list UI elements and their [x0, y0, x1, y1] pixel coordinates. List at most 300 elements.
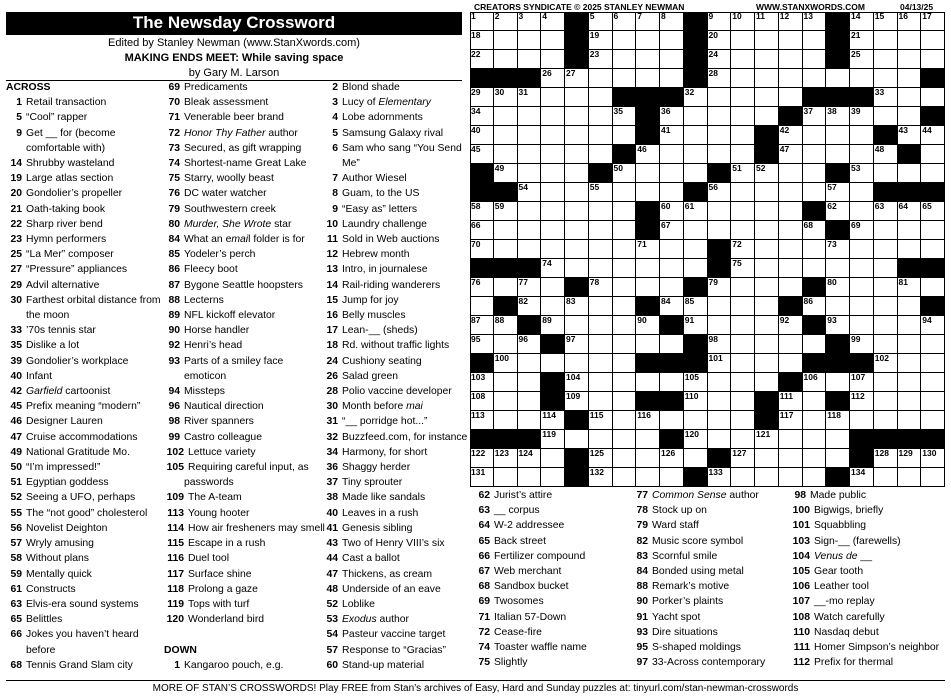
grid-cell[interactable] [636, 449, 660, 468]
grid-cell[interactable] [898, 449, 922, 468]
grid-cell[interactable] [660, 449, 684, 468]
grid-cell[interactable] [684, 297, 708, 316]
grid-cell[interactable] [494, 411, 518, 430]
grid-cell[interactable] [874, 202, 898, 221]
grid-cell[interactable] [731, 259, 755, 278]
grid-cell[interactable] [898, 468, 922, 487]
grid-cell[interactable] [541, 31, 565, 50]
grid-cell[interactable] [731, 126, 755, 145]
grid-cell[interactable] [850, 50, 874, 69]
grid-cell[interactable] [921, 164, 945, 183]
grid-cell[interactable] [518, 50, 542, 69]
grid-cell[interactable] [518, 392, 542, 411]
grid-cell[interactable] [518, 240, 542, 259]
grid-cell[interactable] [660, 468, 684, 487]
grid-cell[interactable] [874, 392, 898, 411]
grid-cell[interactable] [826, 449, 850, 468]
grid-cell[interactable] [779, 354, 803, 373]
grid-cell[interactable] [755, 202, 779, 221]
grid-cell[interactable] [779, 12, 803, 31]
grid-cell[interactable] [541, 88, 565, 107]
grid-cell[interactable] [494, 88, 518, 107]
grid-cell[interactable] [565, 354, 589, 373]
grid-cell[interactable] [731, 88, 755, 107]
grid-cell[interactable] [589, 221, 613, 240]
grid-cell[interactable] [826, 145, 850, 164]
grid-cell[interactable] [494, 126, 518, 145]
grid-cell[interactable] [898, 202, 922, 221]
grid-cell[interactable] [518, 107, 542, 126]
grid-cell[interactable] [684, 240, 708, 259]
grid-cell[interactable] [613, 259, 637, 278]
grid-cell[interactable] [779, 278, 803, 297]
grid-cell[interactable] [898, 88, 922, 107]
grid-cell[interactable] [779, 449, 803, 468]
grid-cell[interactable] [684, 316, 708, 335]
grid-cell[interactable] [898, 392, 922, 411]
grid-cell[interactable] [565, 373, 589, 392]
grid-cell[interactable] [518, 88, 542, 107]
grid-cell[interactable] [898, 221, 922, 240]
grid-cell[interactable] [850, 259, 874, 278]
grid-cell[interactable] [755, 373, 779, 392]
grid-cell[interactable] [636, 468, 660, 487]
grid-cell[interactable] [803, 468, 827, 487]
grid-cell[interactable] [660, 335, 684, 354]
grid-cell[interactable] [731, 107, 755, 126]
grid-cell[interactable] [803, 430, 827, 449]
grid-cell[interactable] [613, 12, 637, 31]
grid-cell[interactable] [850, 183, 874, 202]
grid-cell[interactable] [874, 221, 898, 240]
grid-cell[interactable] [755, 259, 779, 278]
grid-cell[interactable] [826, 278, 850, 297]
grid-cell[interactable] [874, 316, 898, 335]
grid-cell[interactable] [731, 31, 755, 50]
grid-cell[interactable] [470, 392, 494, 411]
grid-cell[interactable] [518, 145, 542, 164]
grid-cell[interactable] [660, 221, 684, 240]
grid-cell[interactable] [779, 411, 803, 430]
grid-cell[interactable] [755, 31, 779, 50]
grid-cell[interactable] [541, 240, 565, 259]
grid-cell[interactable] [613, 278, 637, 297]
grid-cell[interactable] [755, 468, 779, 487]
grid-cell[interactable] [779, 31, 803, 50]
grid-cell[interactable] [803, 31, 827, 50]
grid-cell[interactable] [541, 221, 565, 240]
grid-cell[interactable] [850, 411, 874, 430]
grid-cell[interactable] [731, 468, 755, 487]
grid-cell[interactable] [731, 183, 755, 202]
grid-cell[interactable] [921, 335, 945, 354]
grid-cell[interactable] [636, 240, 660, 259]
grid-cell[interactable] [613, 164, 637, 183]
grid-cell[interactable] [636, 411, 660, 430]
grid-cell[interactable] [850, 126, 874, 145]
grid-cell[interactable] [731, 240, 755, 259]
grid-cell[interactable] [494, 164, 518, 183]
grid-cell[interactable] [755, 107, 779, 126]
grid-cell[interactable] [921, 126, 945, 145]
grid-cell[interactable] [708, 392, 732, 411]
grid-cell[interactable] [470, 297, 494, 316]
grid-cell[interactable] [708, 107, 732, 126]
grid-cell[interactable] [684, 126, 708, 145]
grid-cell[interactable] [874, 12, 898, 31]
grid-cell[interactable] [921, 202, 945, 221]
grid-cell[interactable] [494, 354, 518, 373]
grid-cell[interactable] [565, 88, 589, 107]
grid-cell[interactable] [874, 335, 898, 354]
grid-cell[interactable] [803, 145, 827, 164]
grid-cell[interactable] [565, 202, 589, 221]
grid-cell[interactable] [803, 164, 827, 183]
grid-cell[interactable] [850, 316, 874, 335]
grid-cell[interactable] [518, 373, 542, 392]
grid-cell[interactable] [708, 126, 732, 145]
grid-cell[interactable] [921, 468, 945, 487]
grid-cell[interactable] [803, 12, 827, 31]
grid-cell[interactable] [779, 126, 803, 145]
grid-cell[interactable] [613, 69, 637, 88]
grid-cell[interactable] [874, 354, 898, 373]
grid-cell[interactable] [470, 335, 494, 354]
grid-cell[interactable] [779, 430, 803, 449]
grid-cell[interactable] [470, 240, 494, 259]
grid-cell[interactable] [826, 202, 850, 221]
grid-cell[interactable] [589, 411, 613, 430]
grid-cell[interactable] [755, 69, 779, 88]
grid-cell[interactable] [470, 31, 494, 50]
grid-cell[interactable] [613, 31, 637, 50]
grid-cell[interactable] [541, 278, 565, 297]
grid-cell[interactable] [803, 183, 827, 202]
grid-cell[interactable] [541, 449, 565, 468]
grid-cell[interactable] [850, 31, 874, 50]
grid-cell[interactable] [803, 107, 827, 126]
grid-cell[interactable] [874, 88, 898, 107]
grid-cell[interactable] [470, 202, 494, 221]
grid-cell[interactable] [803, 449, 827, 468]
grid-cell[interactable] [470, 278, 494, 297]
grid-cell[interactable] [898, 335, 922, 354]
grid-cell[interactable] [826, 126, 850, 145]
grid-cell[interactable] [731, 373, 755, 392]
grid-cell[interactable] [755, 278, 779, 297]
grid-cell[interactable] [541, 183, 565, 202]
grid-cell[interactable] [541, 354, 565, 373]
grid-cell[interactable] [921, 88, 945, 107]
grid-cell[interactable] [589, 50, 613, 69]
grid-cell[interactable] [589, 183, 613, 202]
grid-cell[interactable] [850, 373, 874, 392]
grid-cell[interactable] [921, 392, 945, 411]
grid-cell[interactable] [494, 240, 518, 259]
grid-cell[interactable] [660, 50, 684, 69]
grid-cell[interactable] [470, 373, 494, 392]
grid-cell[interactable] [755, 449, 779, 468]
grid-cell[interactable] [921, 50, 945, 69]
grid-cell[interactable] [708, 221, 732, 240]
grid-cell[interactable] [898, 240, 922, 259]
grid-cell[interactable] [565, 316, 589, 335]
grid-cell[interactable] [470, 468, 494, 487]
grid-cell[interactable] [874, 69, 898, 88]
grid-cell[interactable] [660, 259, 684, 278]
grid-cell[interactable] [541, 468, 565, 487]
grid-cell[interactable] [850, 164, 874, 183]
grid-cell[interactable] [660, 183, 684, 202]
grid-cell[interactable] [898, 278, 922, 297]
grid-cell[interactable] [613, 335, 637, 354]
grid-cell[interactable] [613, 449, 637, 468]
grid-cell[interactable] [731, 297, 755, 316]
grid-cell[interactable] [898, 411, 922, 430]
grid-cell[interactable] [684, 411, 708, 430]
grid-cell[interactable] [589, 88, 613, 107]
grid-cell[interactable] [613, 202, 637, 221]
grid-cell[interactable] [850, 240, 874, 259]
grid-cell[interactable] [589, 373, 613, 392]
grid-cell[interactable] [565, 335, 589, 354]
grid-cell[interactable] [708, 202, 732, 221]
grid-cell[interactable] [494, 12, 518, 31]
grid-cell[interactable] [898, 69, 922, 88]
grid-cell[interactable] [589, 297, 613, 316]
grid-cell[interactable] [541, 145, 565, 164]
grid-cell[interactable] [589, 278, 613, 297]
grid-cell[interactable] [755, 88, 779, 107]
grid-cell[interactable] [518, 278, 542, 297]
grid-cell[interactable] [660, 31, 684, 50]
grid-cell[interactable] [779, 183, 803, 202]
grid-cell[interactable] [755, 183, 779, 202]
grid-cell[interactable] [636, 12, 660, 31]
grid-cell[interactable] [874, 107, 898, 126]
grid-cell[interactable] [470, 316, 494, 335]
grid-cell[interactable] [565, 297, 589, 316]
grid-cell[interactable] [541, 430, 565, 449]
grid-cell[interactable] [755, 354, 779, 373]
grid-cell[interactable] [779, 316, 803, 335]
grid-cell[interactable] [660, 278, 684, 297]
grid-cell[interactable] [660, 126, 684, 145]
grid-cell[interactable] [921, 354, 945, 373]
grid-cell[interactable] [898, 373, 922, 392]
grid-cell[interactable] [708, 183, 732, 202]
grid-cell[interactable] [589, 468, 613, 487]
grid-cell[interactable] [660, 202, 684, 221]
grid-cell[interactable] [850, 202, 874, 221]
grid-cell[interactable] [850, 278, 874, 297]
grid-cell[interactable] [470, 88, 494, 107]
grid-cell[interactable] [708, 69, 732, 88]
grid-cell[interactable] [779, 202, 803, 221]
grid-cell[interactable] [660, 107, 684, 126]
grid-cell[interactable] [613, 468, 637, 487]
grid-cell[interactable] [518, 297, 542, 316]
grid-cell[interactable] [494, 373, 518, 392]
grid-cell[interactable] [898, 50, 922, 69]
grid-cell[interactable] [636, 335, 660, 354]
grid-cell[interactable] [589, 335, 613, 354]
grid-cell[interactable] [660, 145, 684, 164]
grid-cell[interactable] [850, 12, 874, 31]
grid-cell[interactable] [589, 107, 613, 126]
grid-cell[interactable] [803, 221, 827, 240]
grid-cell[interactable] [826, 259, 850, 278]
grid-cell[interactable] [755, 297, 779, 316]
grid-cell[interactable] [684, 373, 708, 392]
grid-cell[interactable] [731, 12, 755, 31]
grid-cell[interactable] [755, 316, 779, 335]
grid-cell[interactable] [731, 69, 755, 88]
grid-cell[interactable] [803, 297, 827, 316]
grid-cell[interactable] [518, 164, 542, 183]
grid-cell[interactable] [708, 430, 732, 449]
grid-cell[interactable] [898, 126, 922, 145]
grid-cell[interactable] [708, 145, 732, 164]
grid-cell[interactable] [803, 259, 827, 278]
grid-cell[interactable] [494, 145, 518, 164]
grid-cell[interactable] [898, 12, 922, 31]
grid-cell[interactable] [470, 50, 494, 69]
grid-cell[interactable] [613, 297, 637, 316]
grid-cell[interactable] [850, 69, 874, 88]
grid-cell[interactable] [708, 335, 732, 354]
grid-cell[interactable] [565, 392, 589, 411]
grid-cell[interactable] [708, 278, 732, 297]
grid-cell[interactable] [684, 449, 708, 468]
grid-cell[interactable] [874, 468, 898, 487]
grid-cell[interactable] [708, 411, 732, 430]
grid-cell[interactable] [803, 50, 827, 69]
grid-cell[interactable] [755, 12, 779, 31]
grid-cell[interactable] [803, 69, 827, 88]
grid-cell[interactable] [494, 202, 518, 221]
grid-cell[interactable] [613, 430, 637, 449]
grid-cell[interactable] [755, 430, 779, 449]
grid-cell[interactable] [874, 50, 898, 69]
grid-cell[interactable] [755, 164, 779, 183]
grid-cell[interactable] [613, 354, 637, 373]
grid-cell[interactable] [826, 183, 850, 202]
grid-cell[interactable] [826, 297, 850, 316]
grid-cell[interactable] [755, 50, 779, 69]
grid-cell[interactable] [921, 411, 945, 430]
grid-cell[interactable] [779, 468, 803, 487]
grid-cell[interactable] [660, 373, 684, 392]
grid-cell[interactable] [636, 373, 660, 392]
grid-cell[interactable] [494, 50, 518, 69]
grid-cell[interactable] [874, 278, 898, 297]
grid-cell[interactable] [684, 430, 708, 449]
grid-cell[interactable] [518, 411, 542, 430]
grid-cell[interactable] [921, 145, 945, 164]
grid-cell[interactable] [850, 221, 874, 240]
grid-cell[interactable] [589, 12, 613, 31]
grid-cell[interactable] [565, 221, 589, 240]
grid-cell[interactable] [518, 183, 542, 202]
grid-cell[interactable] [470, 449, 494, 468]
grid-cell[interactable] [636, 278, 660, 297]
grid-cell[interactable] [494, 316, 518, 335]
grid-cell[interactable] [779, 50, 803, 69]
grid-cell[interactable] [660, 240, 684, 259]
grid-cell[interactable] [874, 164, 898, 183]
grid-cell[interactable] [779, 145, 803, 164]
grid-cell[interactable] [803, 335, 827, 354]
grid-cell[interactable] [803, 126, 827, 145]
grid-cell[interactable] [613, 316, 637, 335]
grid-cell[interactable] [850, 335, 874, 354]
grid-cell[interactable] [731, 411, 755, 430]
grid-cell[interactable] [874, 411, 898, 430]
grid-cell[interactable] [541, 12, 565, 31]
grid-cell[interactable] [613, 240, 637, 259]
grid-cell[interactable] [660, 411, 684, 430]
grid-cell[interactable] [826, 316, 850, 335]
grid-cell[interactable] [589, 240, 613, 259]
grid-cell[interactable] [898, 164, 922, 183]
grid-cell[interactable] [874, 259, 898, 278]
grid-cell[interactable] [731, 164, 755, 183]
grid-cell[interactable] [684, 107, 708, 126]
grid-cell[interactable] [518, 202, 542, 221]
grid-cell[interactable] [541, 202, 565, 221]
grid-cell[interactable] [565, 259, 589, 278]
grid-cell[interactable] [874, 373, 898, 392]
grid-cell[interactable] [898, 107, 922, 126]
grid-cell[interactable] [518, 126, 542, 145]
grid-cell[interactable] [921, 240, 945, 259]
grid-cell[interactable] [518, 31, 542, 50]
grid-cell[interactable] [613, 373, 637, 392]
grid-cell[interactable] [636, 430, 660, 449]
grid-cell[interactable] [636, 50, 660, 69]
grid-cell[interactable] [565, 430, 589, 449]
grid-cell[interactable] [470, 107, 494, 126]
grid-cell[interactable] [636, 259, 660, 278]
grid-cell[interactable] [731, 354, 755, 373]
grid-cell[interactable] [850, 297, 874, 316]
grid-cell[interactable] [518, 449, 542, 468]
grid-cell[interactable] [613, 50, 637, 69]
grid-cell[interactable] [589, 354, 613, 373]
grid-cell[interactable] [708, 31, 732, 50]
grid-cell[interactable] [636, 316, 660, 335]
grid-cell[interactable] [779, 240, 803, 259]
grid-cell[interactable] [589, 259, 613, 278]
grid-cell[interactable] [803, 240, 827, 259]
grid-cell[interactable] [921, 31, 945, 50]
grid-cell[interactable] [494, 392, 518, 411]
grid-cell[interactable] [874, 297, 898, 316]
grid-cell[interactable] [731, 316, 755, 335]
grid-cell[interactable] [731, 449, 755, 468]
grid-cell[interactable] [731, 335, 755, 354]
grid-cell[interactable] [636, 69, 660, 88]
grid-cell[interactable] [518, 12, 542, 31]
grid-cell[interactable] [613, 183, 637, 202]
grid-cell[interactable] [874, 240, 898, 259]
grid-cell[interactable] [470, 411, 494, 430]
grid-cell[interactable] [589, 69, 613, 88]
grid-cell[interactable] [589, 316, 613, 335]
grid-cell[interactable] [541, 297, 565, 316]
grid-cell[interactable] [565, 107, 589, 126]
